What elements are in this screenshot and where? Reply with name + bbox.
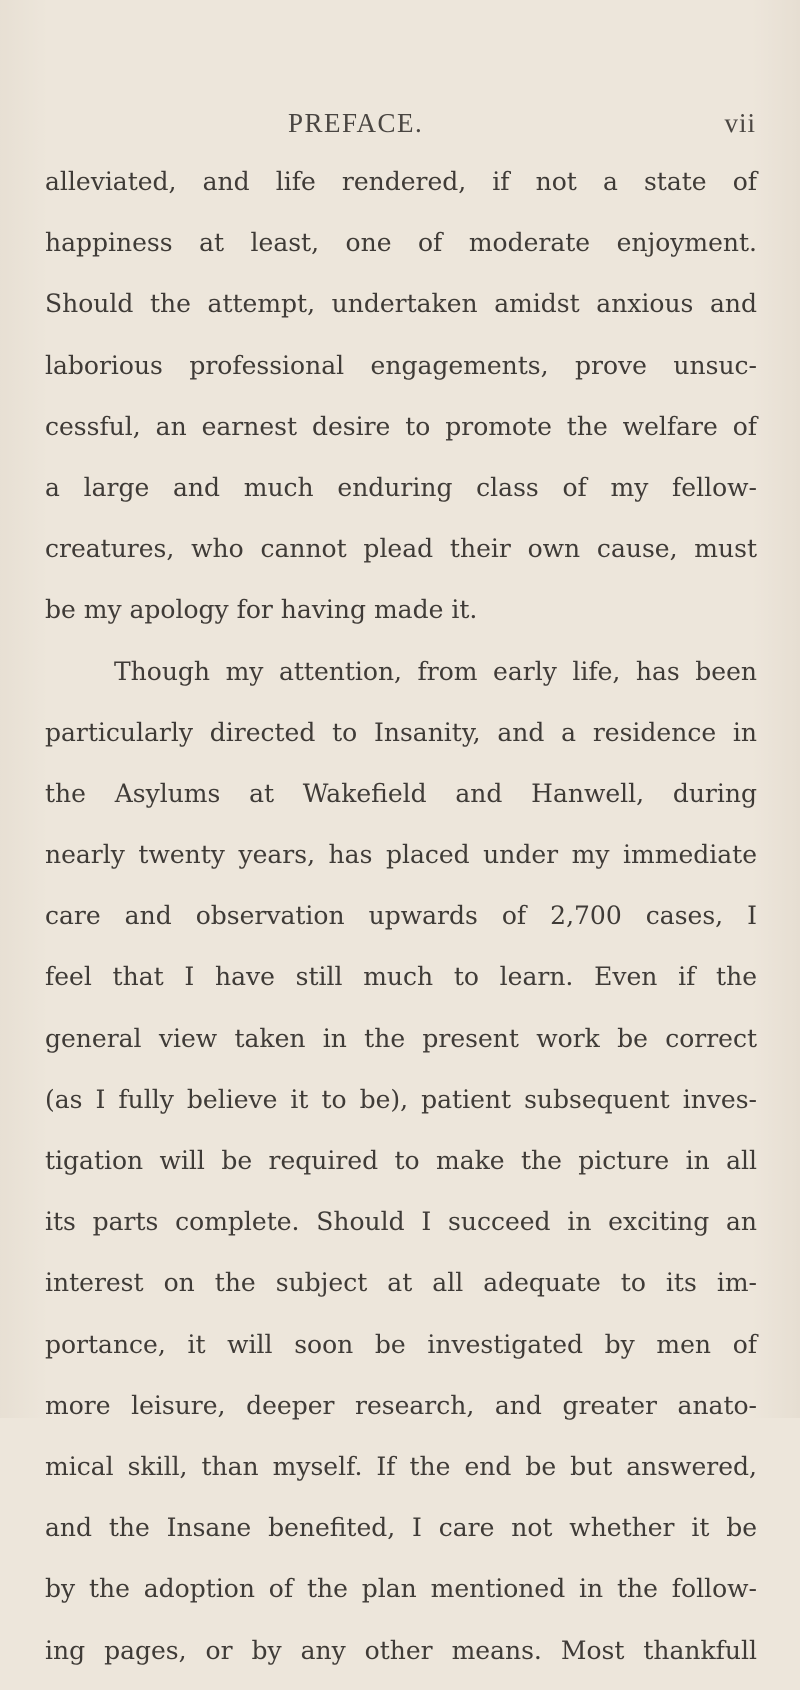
text-line: Should the attempt, undertaken amidst anxious and bbox=[45, 289, 757, 319]
text-line: more leisure, deeper research, and greater anato- bbox=[45, 1390, 757, 1420]
text-line: by the adoption of the plan mentioned in the follow- bbox=[45, 1574, 757, 1604]
body-text bbox=[45, 160, 757, 1690]
paragraph-start-line: Though my attention, from early life, has been bbox=[114, 656, 757, 686]
running-head-title: PREFACE. bbox=[288, 108, 424, 138]
text-line: general view taken in the present work be correct bbox=[45, 1023, 757, 1053]
text-line: creatures, who cannot plead their own cause, must bbox=[45, 534, 757, 564]
text-line: laborious professional engagements, prove unsuc- bbox=[45, 350, 757, 380]
text-line: the Asylums at Wakefield and Hanwell, during bbox=[45, 778, 757, 808]
text-line: tigation will be required to make the picture in all bbox=[45, 1146, 757, 1175]
paragraph-end-line: be my apology for having made it. bbox=[45, 595, 478, 625]
text-line: and the Insane benefited, I care not whether it be bbox=[45, 1513, 757, 1543]
text-line: mical skill, than myself. If the end be but answered, bbox=[45, 1451, 757, 1481]
text-line: happiness at least, one of moderate enjoyment. bbox=[45, 228, 757, 258]
running-head bbox=[0, 108, 800, 148]
text-line: feel that I have still much to learn. Even if the bbox=[45, 962, 757, 992]
page-number: vii bbox=[724, 108, 756, 138]
text-line: alleviated, and life rendered, if not a state of bbox=[45, 167, 757, 196]
text-line: a large and much enduring class of my fellow- bbox=[45, 472, 757, 502]
text-line: care and observation upwards of 2,700 cases, I bbox=[45, 901, 757, 931]
text-line: portance, it will soon be investigated by men of bbox=[45, 1329, 757, 1359]
text-line: ing pages, or by any other means. Most thankfull bbox=[45, 1635, 757, 1665]
text-line: (as I fully believe it to be), patient subsequent inves- bbox=[45, 1084, 757, 1114]
text-line: cessful, an earnest desire to promote the welfare of bbox=[45, 411, 757, 441]
text-line: its parts complete. Should I succeed in exciting an bbox=[45, 1207, 757, 1237]
text-line: particularly directed to Insanity, and a residence in bbox=[45, 717, 757, 747]
text-line: interest on the subject at all adequate to its im- bbox=[45, 1268, 757, 1298]
text-line: nearly twenty years, has placed under my immediate bbox=[45, 840, 757, 870]
